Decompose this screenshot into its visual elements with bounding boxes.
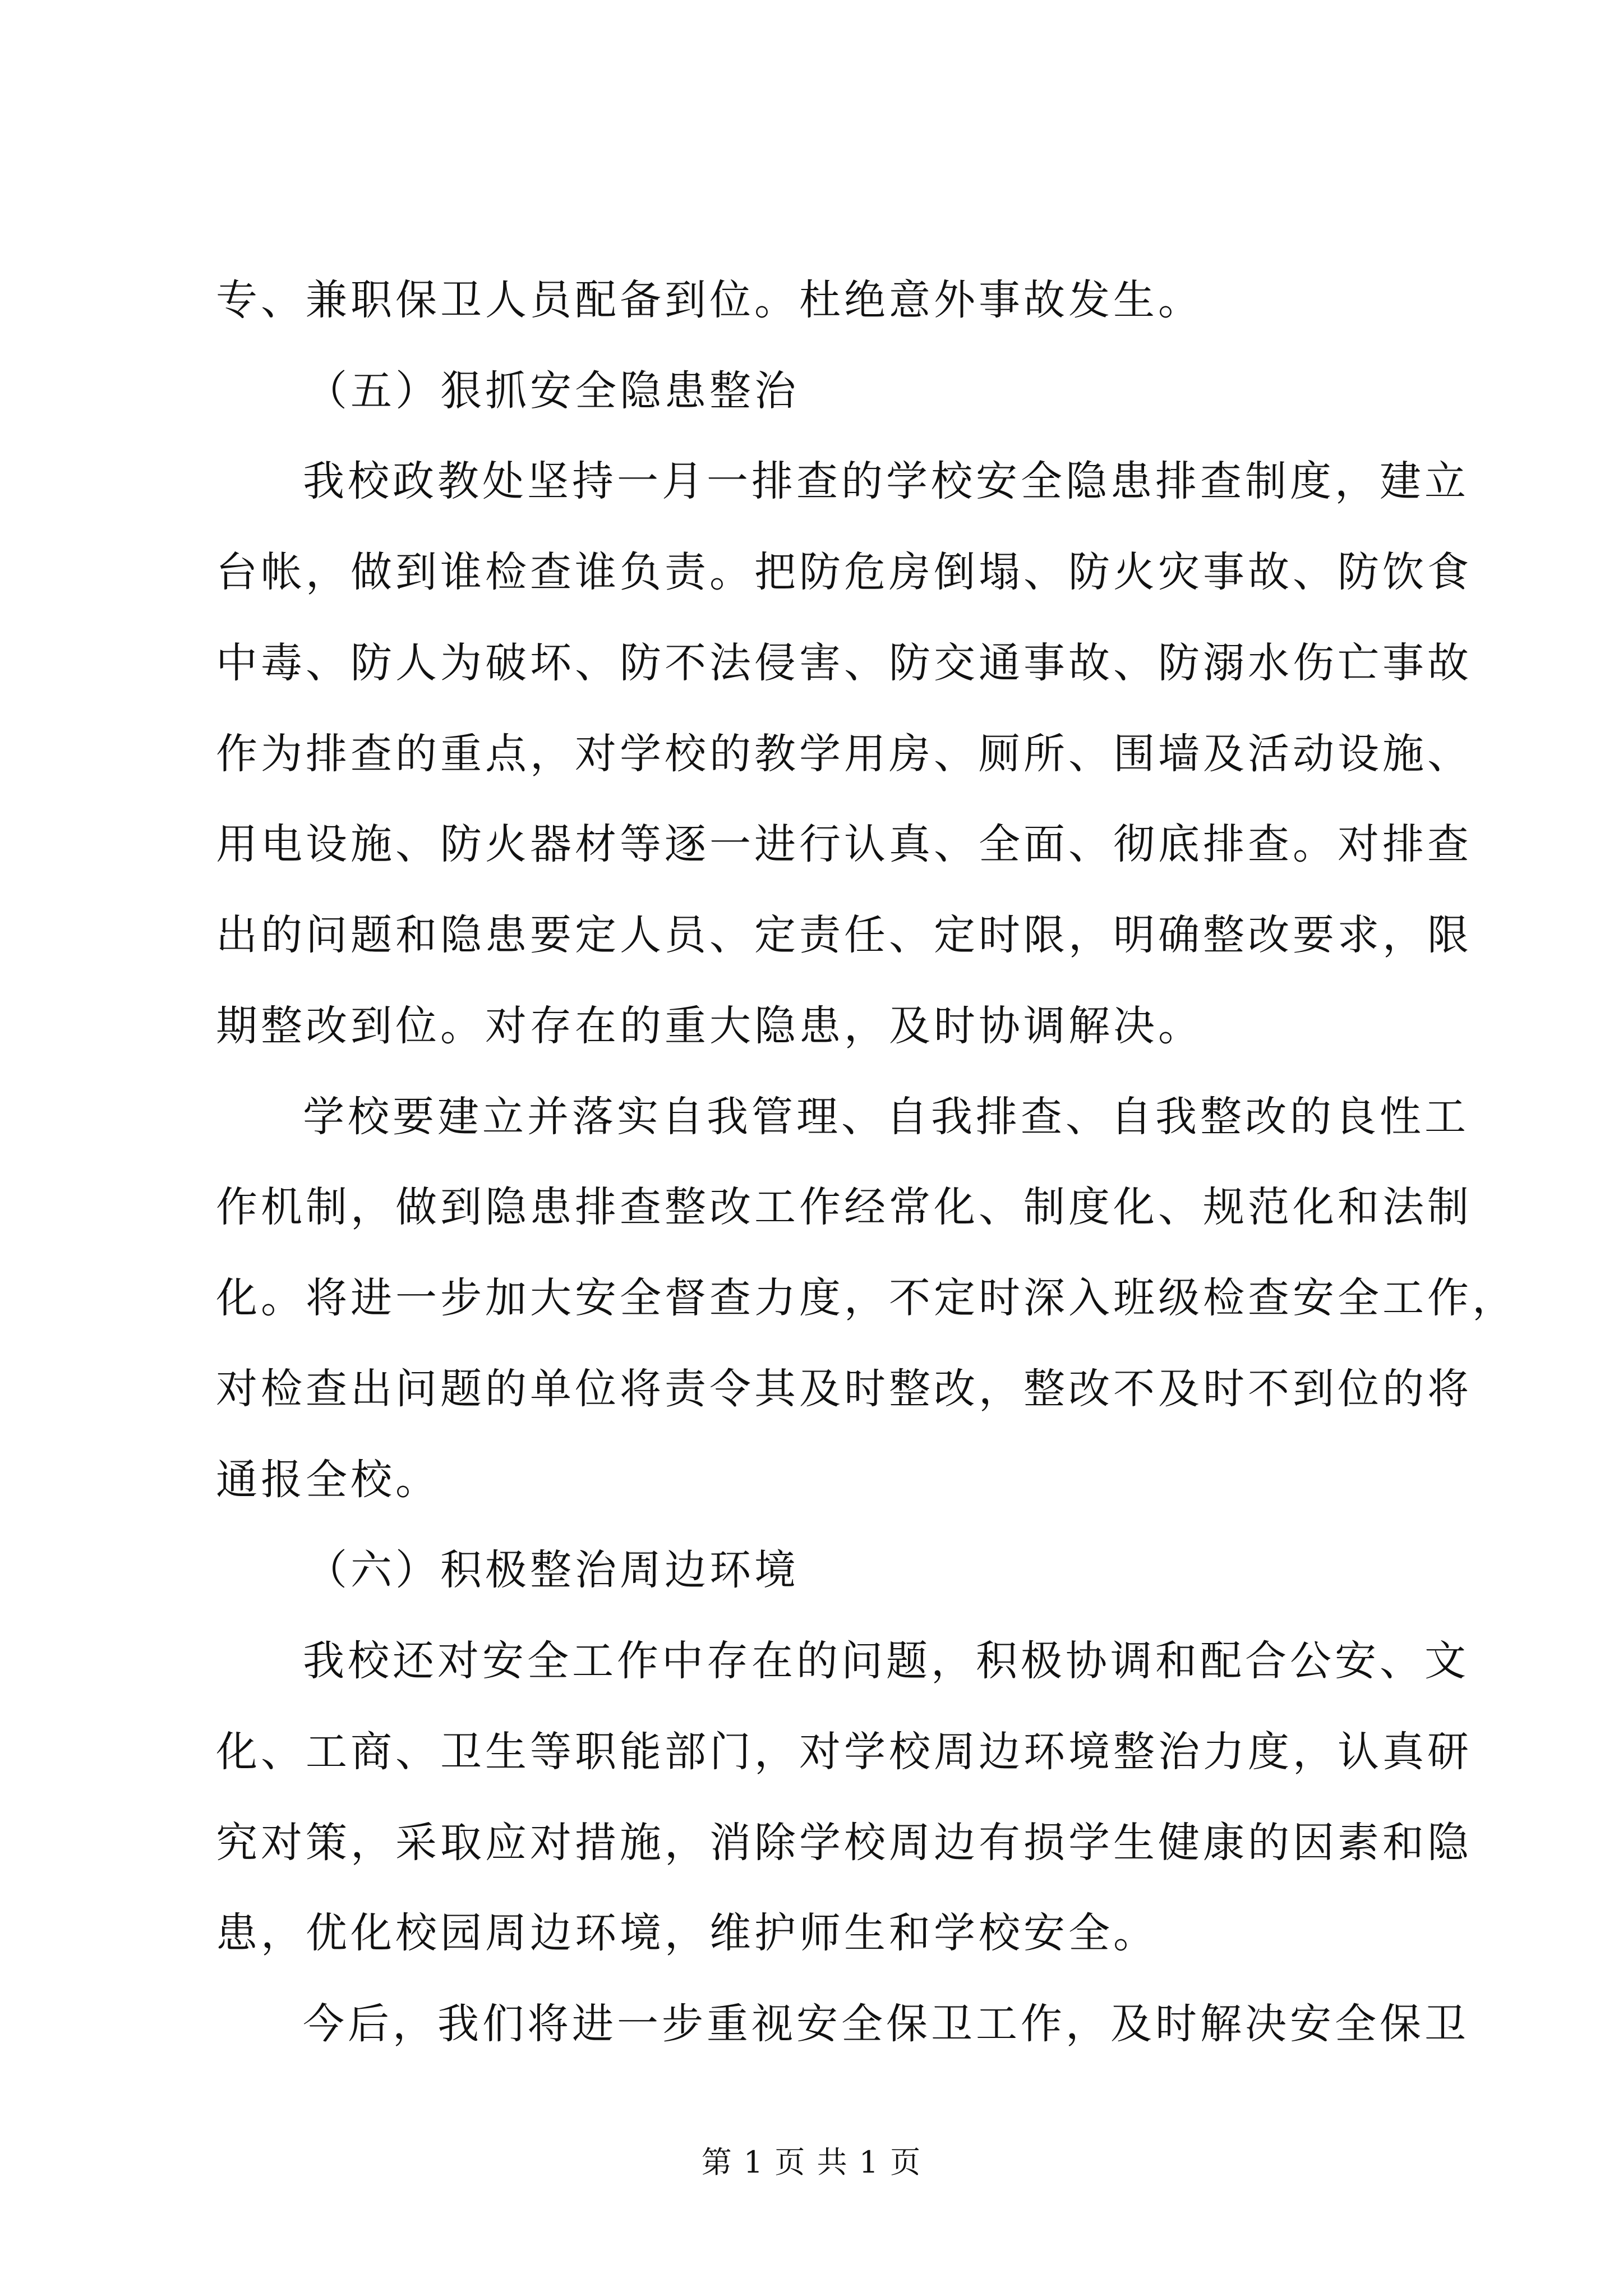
paragraph-line: 化、工商、卫生等职能部门，对学校周边环境整治力度，认真研 bbox=[216, 1728, 1472, 1776]
paragraph-line: 通报全校。 bbox=[216, 1456, 440, 1504]
paragraph-line: 对检查出问题的单位将责令其及时整改，整改不及时不到位的将 bbox=[216, 1365, 1472, 1413]
paragraph-line: 今后，我们将进一步重视安全保卫工作，及时解决安全保卫 bbox=[303, 2000, 1469, 2048]
section-heading-6: （六）积极整治周边环境 bbox=[306, 1546, 799, 1594]
paragraph-line: 我校还对安全工作中存在的问题，积极协调和配合公安、文 bbox=[303, 1637, 1469, 1685]
paragraph-line: 作为排查的重点，对学校的教学用房、厕所、围墙及活动设施、 bbox=[216, 730, 1472, 778]
page-footer: 第 1 页 共 1 页 bbox=[701, 2145, 922, 2180]
paragraph-line: 专、兼职保卫人员配备到位。杜绝意外事故发生。 bbox=[216, 276, 1203, 324]
paragraph-line: 患，优化校园周边环境，维护师生和学校安全。 bbox=[216, 1909, 1158, 1957]
paragraph-line: 出的问题和隐患要定人员、定责任、定时限，明确整改要求，限 bbox=[216, 911, 1472, 959]
paragraph-line: 作机制，做到隐患排查整改工作经常化、制度化、规范化和法制 bbox=[216, 1183, 1472, 1231]
paragraph-line: 期整改到位。对存在的重大隐患，及时协调解决。 bbox=[216, 1002, 1203, 1050]
paragraph-line: 用电设施、防火器材等逐一进行认真、全面、彻底排查。对排查 bbox=[216, 820, 1472, 868]
paragraph-line: 究对策，采取应对措施，消除学校周边有损学生健康的因素和隐 bbox=[216, 1819, 1472, 1867]
section-heading-5: （五）狠抓安全隐患整治 bbox=[306, 367, 799, 415]
paragraph-line: 中毒、防人为破坏、防不法侵害、防交通事故、防溺水伤亡事故 bbox=[216, 639, 1472, 687]
paragraph-line: 台帐，做到谁检查谁负责。把防危房倒塌、防火灾事故、防饮食 bbox=[216, 548, 1472, 596]
paragraph-line: 化。将进一步加大安全督查力度，不定时深入班级检查安全工作， bbox=[216, 1274, 1517, 1322]
paragraph-line: 我校政教处坚持一月一排查的学校安全隐患排查制度，建立 bbox=[303, 457, 1469, 505]
paragraph-line: 学校要建立并落实自我管理、自我排查、自我整改的良性工 bbox=[303, 1093, 1469, 1141]
